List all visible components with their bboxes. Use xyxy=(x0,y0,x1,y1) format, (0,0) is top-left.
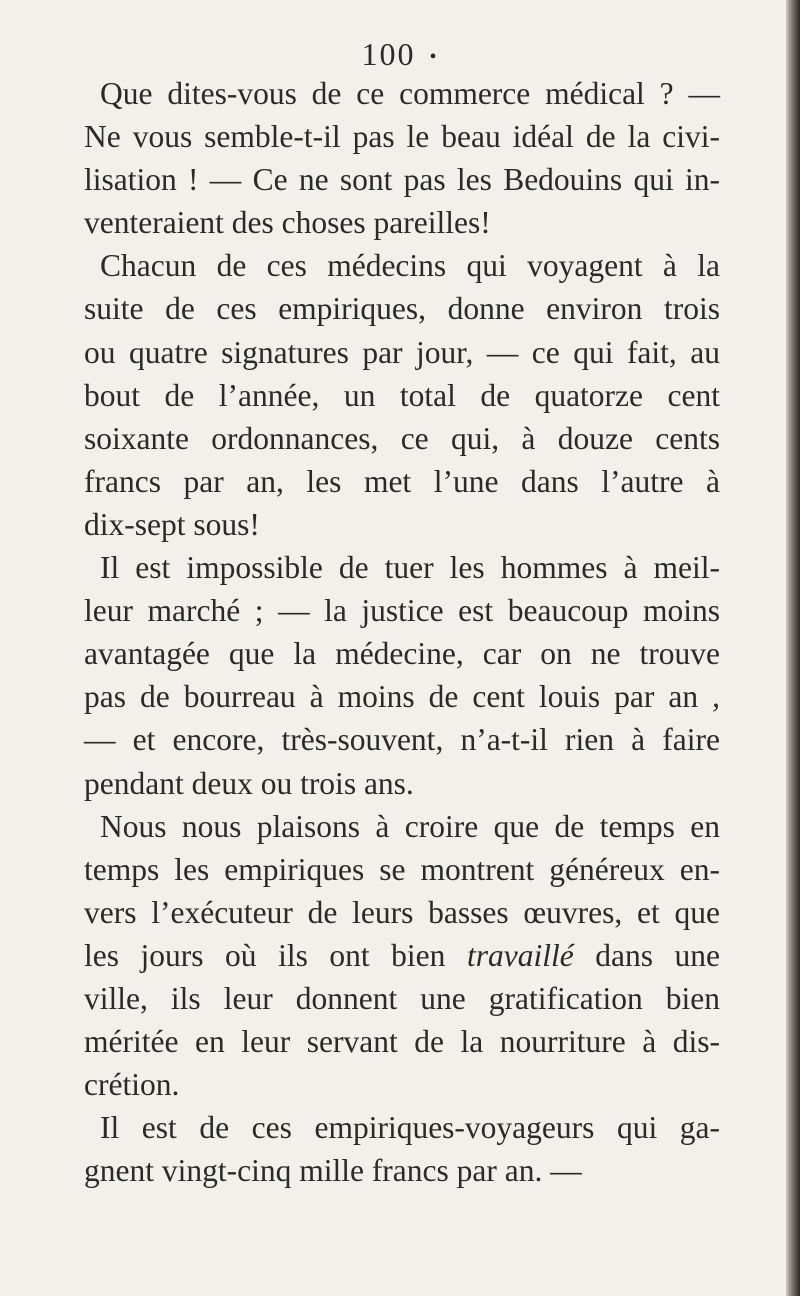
italic-word: travaillé xyxy=(466,937,574,973)
page-number-marker: • xyxy=(429,46,439,69)
text-line: — et encore, très-souvent, n’a-t-il rien à faire xyxy=(84,722,720,758)
text-line: avantagée que la médecine, car on ne trouve xyxy=(84,636,720,672)
text-line: gnent vingt-cinq mille francs par an. — xyxy=(84,1153,582,1189)
text-line: Que dites-vous de ce commerce médical ? — xyxy=(100,76,720,111)
text-line: venteraient des choses pareilles! xyxy=(84,205,491,241)
text-line: bout de l’année, un total de quatorze cent xyxy=(84,377,720,413)
body-text xyxy=(84,72,720,1192)
text-line: soixante ordonnances, ce qui, à douze cents xyxy=(84,420,720,456)
text-line: leur marché ; — la justice est beaucoup moins xyxy=(84,593,720,629)
text-line: suite de ces empiriques, donne environ trois xyxy=(84,291,720,327)
text-line: temps les empiriques se montrent généreux en- xyxy=(84,851,720,887)
text-line: ville, ils leur donnent une gratification bien xyxy=(84,980,720,1016)
text-line: méritée en leur servant de la nourriture à dis- xyxy=(84,1024,720,1060)
page-binding-edge xyxy=(786,0,800,1296)
text-line: ou quatre signatures par jour, — ce qui fait, au xyxy=(84,334,720,370)
text-line: Ne vous semble-t-il pas le beau idéal de la civi- xyxy=(84,119,720,155)
text-line: Il est impossible de tuer les hommes à meil- xyxy=(100,550,720,586)
text-line: lisation ! — Ce ne sont pas les Bedouins qui in- xyxy=(84,162,720,198)
page-number xyxy=(0,36,800,73)
text-segment: dans une xyxy=(595,937,721,973)
text-line: vers l’exécuteur de leurs basses œuvres, et que xyxy=(84,894,720,930)
text-line: Nous nous plaisons à croire que de temps en xyxy=(100,808,720,844)
text-line: francs par an, les met l’une dans l’autre à xyxy=(84,463,720,499)
page-number-value: 100 xyxy=(361,36,416,72)
text-line: Il est de ces empiriques-voyageurs qui ga- xyxy=(100,1110,720,1146)
text-line: pendant deux ou trois ans. xyxy=(84,765,414,801)
text-line xyxy=(84,934,720,977)
text-line: pas de bourreau à moins de cent louis par an , xyxy=(84,679,720,715)
text-line: crétion. xyxy=(84,1067,180,1103)
text-line: dix-sept sous! xyxy=(84,506,260,542)
text-segment: les jours où ils ont bien xyxy=(84,937,446,973)
text-line: Chacun de ces médecins qui voyagent à la xyxy=(100,248,720,284)
